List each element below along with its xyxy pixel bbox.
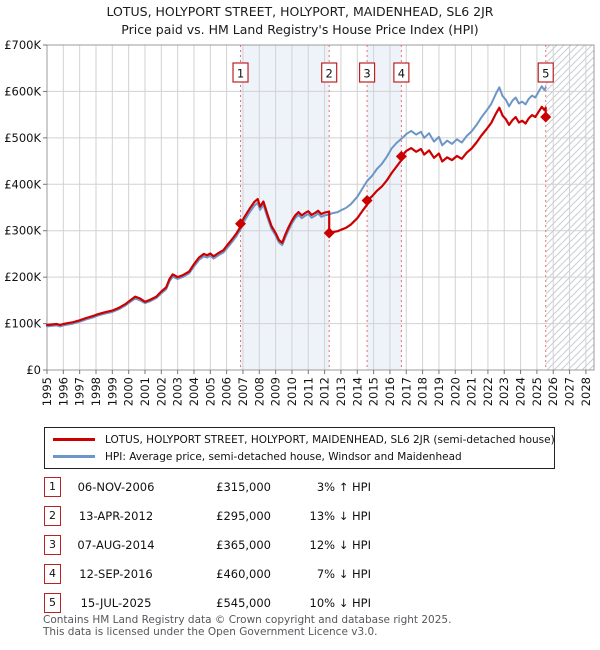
y-axis-label: £400K bbox=[4, 177, 41, 192]
sale-badge-label-2: 2 bbox=[325, 66, 333, 81]
legend-label: LOTUS, HOLYPORT STREET, HOLYPORT, MAIDENHEAD, SL6 2JR (semi-detached house) bbox=[105, 433, 555, 446]
x-axis-label: 2027 bbox=[562, 377, 577, 407]
sale-date: 07-AUG-2014 bbox=[77, 537, 155, 552]
x-axis-label: 2001 bbox=[137, 377, 152, 407]
chart-legend bbox=[44, 427, 555, 469]
sale-badge-label-1: 1 bbox=[236, 66, 245, 81]
x-axis-label: 2025 bbox=[529, 377, 544, 407]
x-axis-label: 1995 bbox=[40, 377, 54, 407]
x-axis-label: 2017 bbox=[399, 377, 414, 407]
x-axis-label: 2010 bbox=[284, 377, 299, 407]
x-axis-label: 2007 bbox=[235, 377, 250, 407]
sale-row-2 bbox=[44, 501, 384, 530]
x-axis-label: 2020 bbox=[448, 377, 463, 407]
y-axis-label: £300K bbox=[4, 223, 41, 238]
x-axis-label: 2018 bbox=[415, 377, 430, 407]
sale-badge-label-3: 3 bbox=[363, 66, 371, 81]
x-axis-label: 2006 bbox=[219, 377, 234, 407]
sale-hpi-diff: 3% ↑ HPI bbox=[316, 479, 371, 494]
y-axis-label: £200K bbox=[4, 270, 41, 285]
page-title: LOTUS, HOLYPORT STREET, HOLYPORT, MAIDENHEAD, SL6 2JR bbox=[106, 4, 494, 19]
sale-hpi-diff: 13% ↓ HPI bbox=[309, 508, 371, 523]
sale-number-badge: 2 bbox=[44, 506, 61, 526]
x-axis-label: 2016 bbox=[382, 377, 397, 407]
sale-badge-label-5: 5 bbox=[542, 66, 550, 81]
x-axis-label: 2015 bbox=[366, 377, 381, 407]
sale-hpi-diff: 10% ↓ HPI bbox=[309, 595, 371, 610]
x-axis-label: 2008 bbox=[252, 377, 267, 407]
page-subtitle: Price paid vs. HM Land Registry's House Price Index (HPI) bbox=[121, 22, 479, 37]
y-axis-label: £600K bbox=[4, 84, 41, 99]
x-axis-label: 2013 bbox=[333, 377, 348, 407]
x-axis-label: 2028 bbox=[578, 377, 593, 407]
legend-label: HPI: Average price, semi-detached house, Windsor and Maidenhead bbox=[105, 450, 462, 463]
x-axis-label: 2002 bbox=[154, 377, 169, 407]
sale-date: 12-SEP-2016 bbox=[79, 566, 153, 581]
sale-number-badge: 4 bbox=[44, 564, 61, 584]
y-axis-label: £0 bbox=[26, 363, 41, 377]
x-axis-label: 2023 bbox=[497, 377, 512, 407]
x-axis-label: 1998 bbox=[88, 377, 103, 407]
sale-row-5 bbox=[44, 588, 384, 617]
footer-line-1: Contains HM Land Registry data © Crown copyright and database right 2025. bbox=[43, 614, 452, 626]
sale-number-badge: 5 bbox=[44, 593, 61, 613]
x-axis-label: 2026 bbox=[546, 377, 561, 407]
sale-hpi-diff: 7% ↓ HPI bbox=[316, 566, 371, 581]
x-axis-label: 2004 bbox=[186, 377, 201, 407]
sale-date: 06-NOV-2006 bbox=[77, 479, 155, 494]
sales-table bbox=[44, 472, 384, 617]
y-axis-label: £700K bbox=[4, 38, 41, 52]
license-footer bbox=[43, 615, 583, 638]
footer-line-2: This data is licensed under the Open Government Licence v3.0. bbox=[43, 625, 378, 638]
sale-number-badge: 1 bbox=[44, 477, 61, 497]
x-axis-label: 2009 bbox=[268, 377, 283, 407]
sale-price: £315,000 bbox=[216, 479, 271, 494]
x-axis-label: 2000 bbox=[121, 377, 136, 407]
x-axis-label: 2003 bbox=[170, 377, 185, 407]
x-axis-label: 2011 bbox=[301, 377, 316, 407]
x-axis-label: 1996 bbox=[56, 377, 71, 407]
x-axis-label: 1997 bbox=[72, 377, 87, 407]
sale-row-1 bbox=[44, 472, 384, 501]
sale-row-3 bbox=[44, 530, 384, 559]
sale-badge-label-4: 4 bbox=[397, 66, 406, 81]
x-axis-label: 2005 bbox=[203, 377, 218, 407]
sale-price: £460,000 bbox=[216, 566, 271, 581]
legend-item-hpi bbox=[53, 448, 554, 465]
sale-date: 13-APR-2012 bbox=[78, 508, 154, 523]
y-axis-label: £500K bbox=[4, 130, 41, 145]
price-paid-line-swatch bbox=[53, 438, 95, 441]
x-axis-label: 2019 bbox=[431, 377, 446, 407]
sale-number-badge: 3 bbox=[44, 535, 61, 555]
sale-price: £295,000 bbox=[216, 508, 271, 523]
hpi-line-swatch bbox=[53, 455, 95, 458]
sale-hpi-diff: 12% ↓ HPI bbox=[309, 537, 371, 552]
x-axis-label: 2014 bbox=[350, 377, 365, 407]
x-axis-label: 2022 bbox=[480, 377, 495, 407]
sale-date: 15-JUL-2025 bbox=[80, 595, 152, 610]
x-axis-label: 2024 bbox=[513, 377, 528, 407]
x-axis-label: 2012 bbox=[317, 377, 332, 407]
legend-item-price-paid bbox=[53, 431, 554, 448]
x-axis-label: 2021 bbox=[464, 377, 479, 407]
sale-row-4 bbox=[44, 559, 384, 588]
sale-price: £545,000 bbox=[216, 595, 271, 610]
ownership-band-2 bbox=[367, 45, 401, 370]
sale-price: £365,000 bbox=[216, 537, 271, 552]
y-axis-label: £100K bbox=[4, 316, 41, 331]
x-axis-label: 1999 bbox=[105, 377, 120, 407]
